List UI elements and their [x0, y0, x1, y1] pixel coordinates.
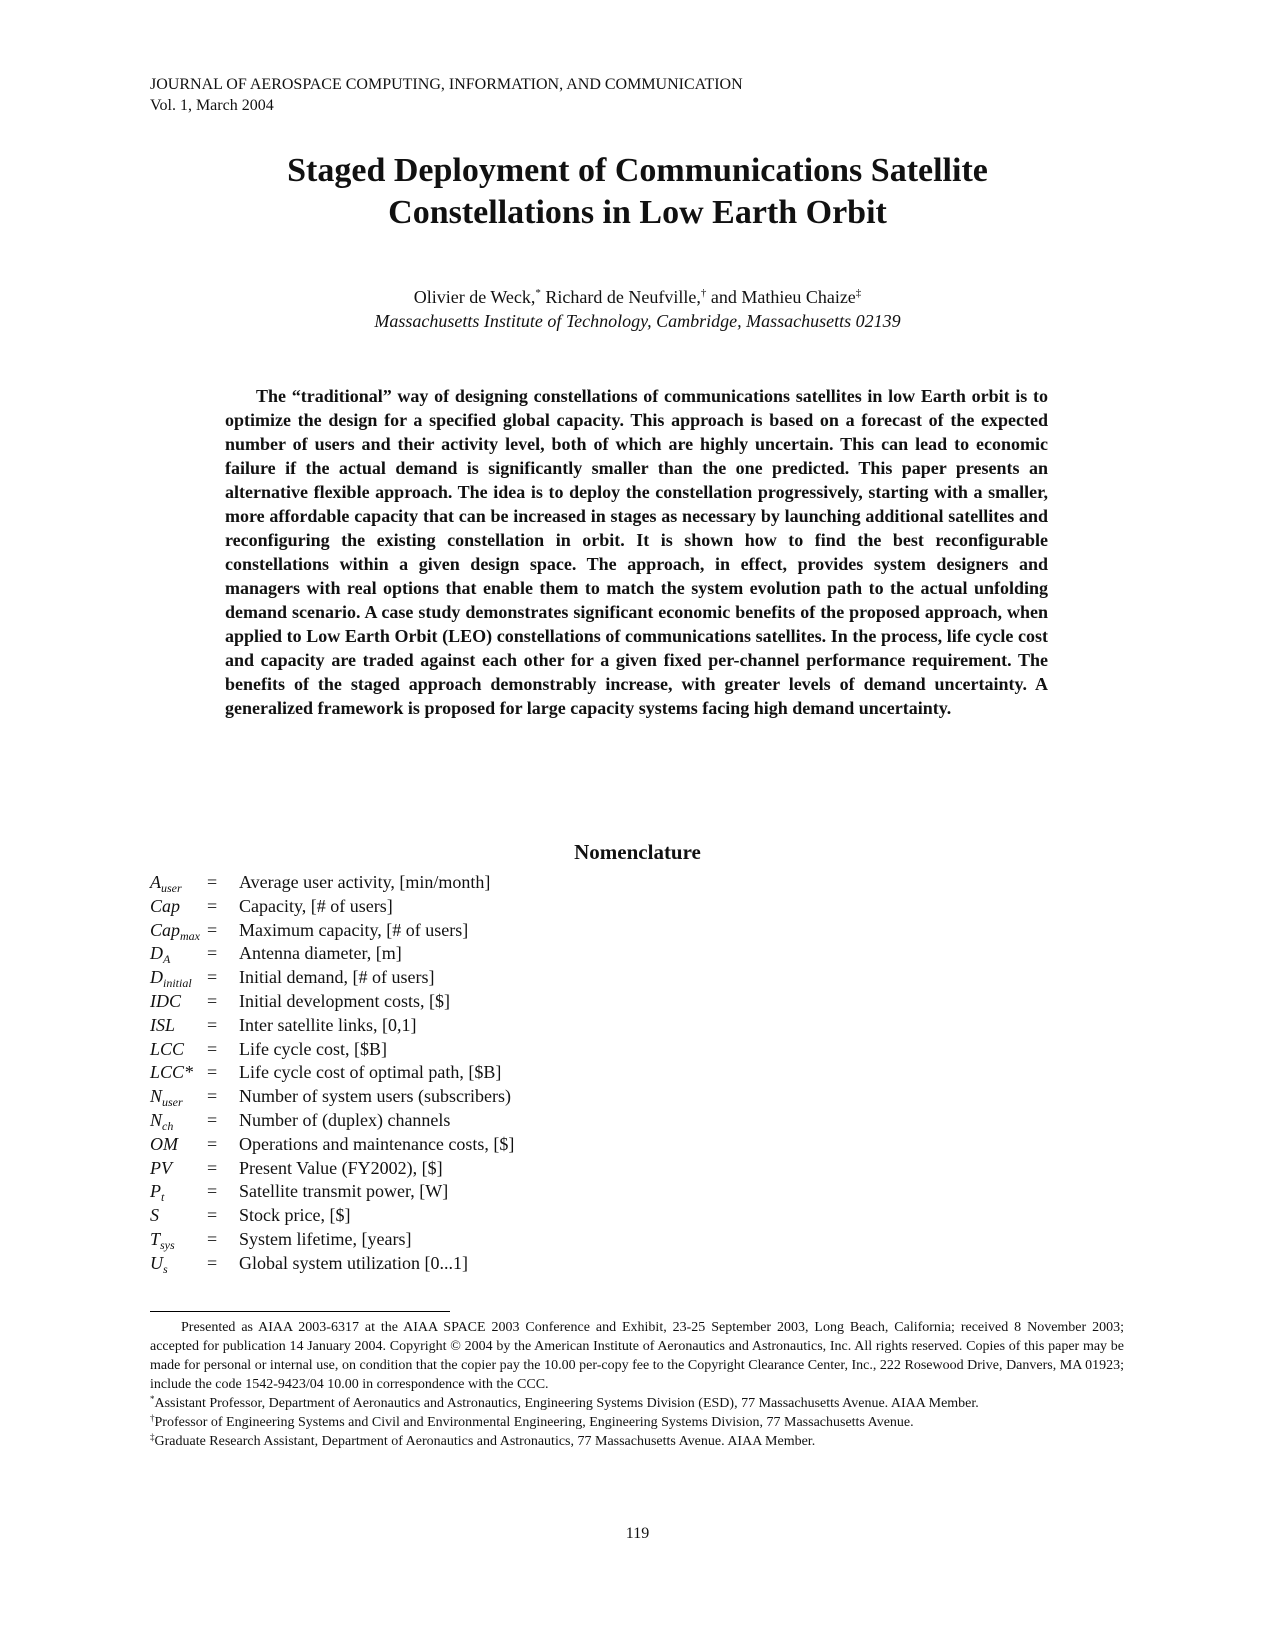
- nomenclature-symbol: [150, 1108, 173, 1132]
- footnote-1-mark: *: [150, 1394, 155, 1404]
- symbol-base: LCC: [150, 1038, 185, 1059]
- symbol-subscript: user: [161, 881, 182, 895]
- nomenclature-definition: Average user activity, [min/month]: [239, 872, 491, 892]
- nomenclature-definition: Operations and maintenance costs, [$]: [239, 1133, 515, 1154]
- footnote-1-text: Assistant Professor, Department of Aeronautics and Astronautics, Engineering Systems Division (ESD), 77 Massachusetts Avenue. AIAA Member.: [154, 1396, 979, 1411]
- footnote-2-mark: †: [150, 1413, 155, 1423]
- equals-sign: =: [207, 990, 218, 1011]
- author-3: and Mathieu Chaize: [706, 287, 856, 307]
- author-block: [150, 285, 1125, 333]
- symbol-subscript: ch: [162, 1118, 174, 1133]
- author-1: Olivier de Weck,: [413, 287, 536, 307]
- equals-sign: =: [207, 1109, 218, 1130]
- symbol-base: P: [150, 1181, 161, 1202]
- symbol-subscript: initial: [163, 976, 192, 991]
- symbol-base: S: [150, 1205, 159, 1226]
- symbol-base: N: [150, 1109, 163, 1130]
- nomenclature-symbol: [150, 1013, 175, 1037]
- equals-sign: =: [207, 1205, 218, 1226]
- footnote-3-mark: ‡: [150, 1432, 155, 1442]
- footnote-3: [150, 1432, 1124, 1451]
- nomenclature-symbol: [150, 989, 181, 1013]
- nomenclature-symbol: [150, 1084, 183, 1108]
- nomenclature-definition: Initial demand, [# of users]: [239, 967, 435, 988]
- footnote-2: [150, 1413, 1124, 1432]
- equals-sign: =: [207, 895, 218, 916]
- equals-sign: =: [207, 1038, 218, 1059]
- nomenclature-symbol: [150, 870, 182, 894]
- journal-issue: Vol. 1, March 2004: [150, 97, 274, 114]
- nomenclature-definition: Initial development costs, [$]: [239, 990, 450, 1011]
- nomenclature-heading: Nomenclature: [574, 840, 701, 864]
- symbol-base: IDC: [150, 990, 181, 1011]
- nomenclature-definition: Global system utilization [0...1]: [239, 1252, 468, 1273]
- nomenclature-symbol: [150, 1156, 172, 1180]
- equals-sign: =: [207, 943, 218, 964]
- author-list: [150, 285, 1125, 309]
- nomenclature-definition: Inter satellite links, [0,1]: [239, 1014, 417, 1035]
- nomenclature-definition: Satellite transmit power, [W]: [239, 1181, 449, 1202]
- nomenclature-symbol: [150, 1060, 193, 1084]
- nomenclature-symbol: [150, 1251, 168, 1275]
- symbol-subscript: max: [180, 928, 201, 943]
- symbol-base: Cap: [150, 895, 181, 916]
- symbol-base: ISL: [150, 1014, 176, 1035]
- nomenclature-symbol: [150, 965, 192, 989]
- nomenclature-symbol: [150, 941, 170, 965]
- symbol-base: A: [150, 872, 161, 892]
- nomenclature-definition: Stock price, [$]: [239, 1205, 351, 1226]
- footnote-rule: [150, 1311, 450, 1312]
- nomenclature-definition: System lifetime, [years]: [239, 1228, 412, 1249]
- author-3-mark: ‡: [855, 287, 862, 299]
- nomenclature-definition: Number of (duplex) channels: [239, 1109, 451, 1130]
- nomenclature-symbol: [150, 894, 180, 918]
- journal-name: JOURNAL OF AEROSPACE COMPUTING, INFORMATION, AND COMMUNICATION: [150, 76, 743, 93]
- equals-sign: =: [207, 919, 218, 940]
- nomenclature-symbol: [150, 1132, 178, 1156]
- nomenclature-definition: Capacity, [# of users]: [239, 895, 393, 916]
- nomenclature-symbol: [150, 1179, 164, 1203]
- nomenclature-symbol: [150, 1203, 159, 1227]
- symbol-subscript: s: [163, 1261, 168, 1276]
- symbol-base: T: [150, 1228, 161, 1249]
- equals-sign: =: [207, 872, 218, 892]
- symbol-base: N: [150, 1086, 163, 1107]
- nomenclature-definition: Present Value (FY2002), [$]: [239, 1157, 443, 1178]
- footnote-2-text: Professor of Engineering Systems and Civil and Environmental Engineering, Engineering Systems Division, 77 Massachusetts Avenue.: [154, 1415, 914, 1430]
- author-2-mark: †: [700, 287, 707, 299]
- author-1-mark: *: [535, 287, 541, 299]
- equals-sign: =: [207, 1086, 218, 1107]
- nomenclature-definition: Number of system users (subscribers): [239, 1086, 511, 1107]
- footnote-1: [150, 1394, 1124, 1413]
- symbol-base: Cap: [150, 919, 181, 940]
- symbol-base: LCC*: [150, 1062, 194, 1083]
- author-2: Richard de Neufville,: [540, 287, 701, 307]
- abstract: The “traditional” way of designing constellations of communications satellites in low Earth orbit is to optimize the design for a specified global capacity. This approach is based on a forecast of the expected number of users and their activity level, both of which are highly uncertain. This can lead to economic failure if the actual demand is significantly smaller than the one predicted. This paper presents an alternative flexible approach. The idea is to deploy the constellation progressively, starting with a smaller, more affordable capacity that can be increased in stages as necessary by launching additional satellites and reconfiguring the existing constellation in orbit. It is shown how to find the best reconfigurable constellations within a given design space. The approach, in effect, provides system designers and managers with real options that enable them to match the system evolution path to the actual unfolding demand scenario. A case study demonstrates significant economic benefits of the proposed approach, when applied to Low Earth Orbit (LEO) constellations of communications satellites. In the process, life cycle cost and capacity are traded against each other for a given fixed per-channel performance requirement. The benefits of the staged approach demonstrably increase, with greater levels of demand uncertainty. A generalized framework is proposed for large capacity systems facing high demand uncertainty.: [225, 386, 1048, 718]
- symbol-base: OM: [150, 1133, 178, 1154]
- symbol-subscript: sys: [160, 1237, 175, 1252]
- equals-sign: =: [207, 1181, 218, 1202]
- title-line-2: Constellations in Low Earth Orbit: [388, 194, 887, 231]
- equals-sign: =: [207, 1252, 218, 1273]
- equals-sign: =: [207, 1228, 218, 1249]
- footnotes: [150, 1318, 1124, 1451]
- symbol-base: PV: [150, 1157, 172, 1178]
- symbol-subscript: A: [163, 952, 171, 967]
- page-number: 119: [625, 1525, 650, 1542]
- symbol-subscript: user: [162, 1095, 183, 1110]
- equals-sign: =: [207, 1062, 218, 1083]
- nomenclature-definition: Life cycle cost, [$B]: [239, 1038, 387, 1059]
- equals-sign: =: [207, 967, 218, 988]
- nomenclature-definition: Antenna diameter, [m]: [239, 943, 402, 964]
- equals-sign: =: [207, 1014, 218, 1035]
- nomenclature-symbol: [150, 1037, 184, 1061]
- paper-title: [150, 150, 1125, 234]
- affiliation: Massachusetts Institute of Technology, Cambridge, Massachusetts 02139: [374, 311, 901, 331]
- symbol-base: U: [150, 1252, 163, 1273]
- nomenclature-definition: Maximum capacity, [# of users]: [239, 919, 469, 940]
- equals-sign: =: [207, 1157, 218, 1178]
- footnote-presented: Presented as AIAA 2003-6317 at the AIAA SPACE 2003 Conference and Exhibit, 23-25 September 2003, Long Beach, California; received 8 November 2003; accepted for publication 14 January 2004. Copyright © 2004 by the American Institute of Aeronautics and Astronautics, Inc. All rights reserved. Copies of this paper may be made for personal or internal use, on condition that the copier pay the 10.00 per-copy fee to the Copyright Clearance Center, Inc., 222 Rosewood Drive, Danvers, MA 01923; include the code 1542-9423/04 10.00 in correspondence with the CCC.: [150, 1320, 1124, 1392]
- symbol-subscript: t: [161, 1190, 165, 1205]
- symbol-base: D: [150, 943, 163, 964]
- nomenclature-symbol: [150, 1227, 175, 1251]
- nomenclature-symbol: [150, 918, 200, 942]
- footnote-3-text: Graduate Research Assistant, Department of Aeronautics and Astronautics, 77 Massachusetts Avenue. AIAA Member.: [154, 1434, 816, 1449]
- nomenclature-definition: Life cycle cost of optimal path, [$B]: [239, 1062, 502, 1083]
- title-line-1: Staged Deployment of Communications Satellite: [287, 152, 988, 189]
- journal-header: [150, 74, 743, 116]
- symbol-base: D: [150, 967, 163, 988]
- equals-sign: =: [207, 1133, 218, 1154]
